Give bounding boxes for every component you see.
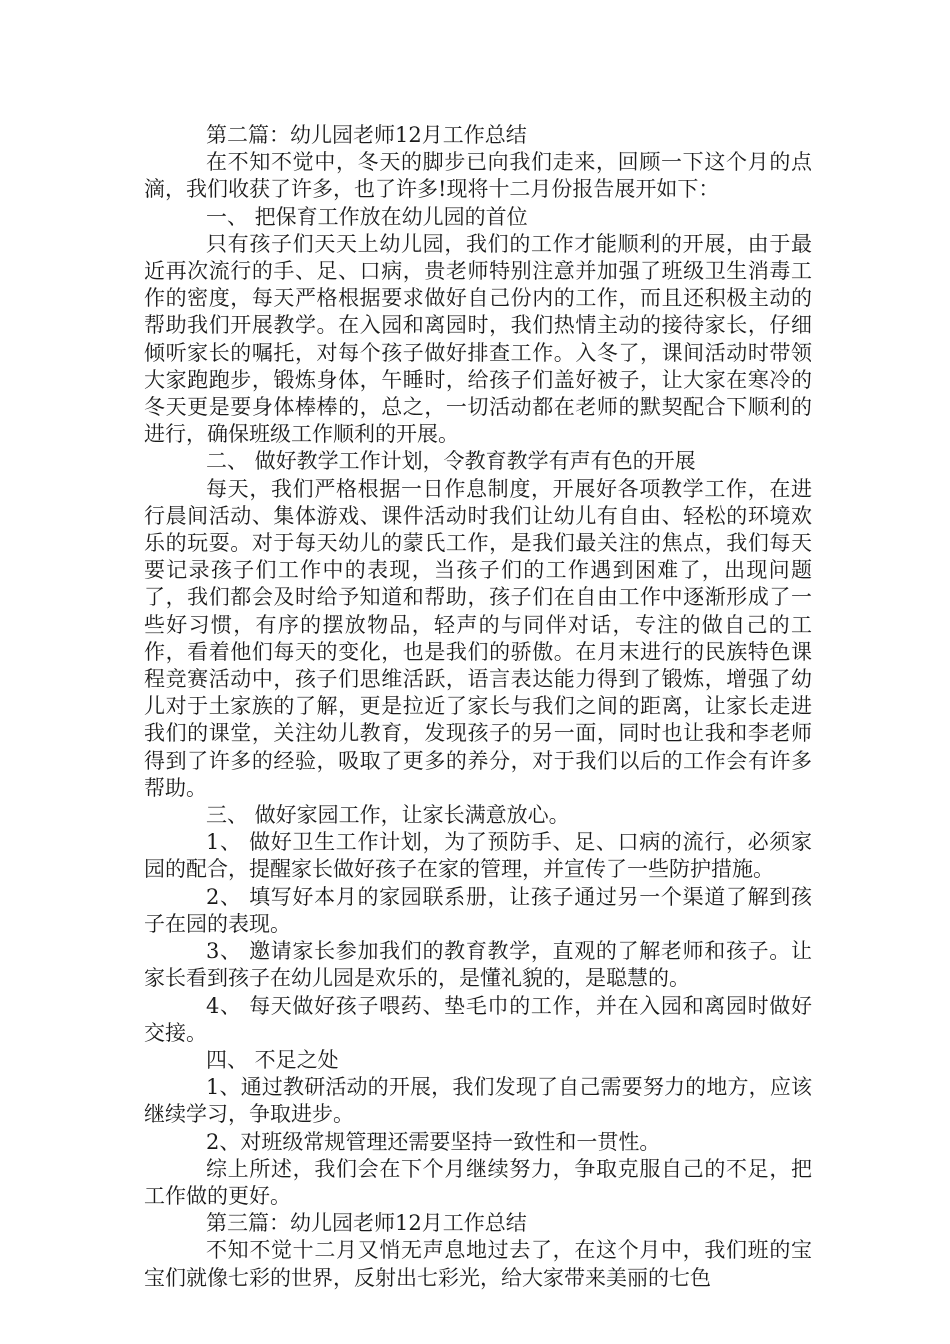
section-title-2: 第二篇：幼儿园老师12月工作总结 <box>206 123 527 147</box>
heading-1: 一、 把保育工作放在幼儿园的首位 <box>206 204 528 229</box>
list-item-3-2: 2、 填写好本月的家园联系册，让孩子通过另一个渠道了解到孩子在园的表现。 <box>144 884 812 936</box>
list-item-3-1: 1、 做好卫生工作计划，为了预防手、足、口病的流行，必须家园的配合，提醒家长做好孩子在家的管理，并宣传了一些防护措施。 <box>144 830 812 882</box>
paragraph-section-3-intro: 不知不觉十二月又悄无声息地过去了，在这个月中，我们班的宝宝们就像七彩的世界，反射出七彩光，给大家带来美丽的七色 <box>144 1238 812 1290</box>
list-item-4-2: 2、对班级常规管理还需要坚持一致性和一贯性。 <box>206 1129 661 1154</box>
list-item-3-3: 3、 邀请家长参加我们的教育教学，直观的了解老师和孩子。让家长看到孩子在幼儿园是欢乐的，是懂礼貌的，是聪慧的。 <box>144 939 812 991</box>
list-item-3-4: 4、 每天做好孩子喂药、垫毛巾的工作，并在入园和离园时做好交接。 <box>144 993 812 1045</box>
paragraph-teaching: 每天，我们严格根据一日作息制度，开展好各项教学工作，在进行晨间活动、集体游戏、课件活动时我们让幼儿有自由、轻松的环境欢乐的玩耍。对于每天幼儿的蒙氏工作，是我们最关注的焦点，我们每天要记录孩子们工作中的表现，当孩子们的工作遇到困难了，出现问题了，我们都会及时给予知道和帮助，孩子们在自由工作中逐渐形成了一些好习惯，有序的摆放物品，轻声的与同伴对话，专注的做自己的工作，看着他们每天的变化，也是我们的骄傲。在月末进行的民族特色课程竞赛活动中，孩子们思维活跃，语言表达能力得到了锻炼，增强了幼儿对于土家族的了解，更是拉近了家长与我们之间的距离，让家长走进我们的课堂，关注幼儿教育，发现孩子的另一面，同时也让我和李老师得到了许多的经验，吸取了更多的养分，对于我们以后的工作会有许多帮助。 <box>144 476 812 800</box>
document-body <box>144 122 812 1292</box>
heading-3: 三、 做好家园工作，让家长满意放心。 <box>206 803 570 828</box>
section-title-3: 第三篇：幼儿园老师12月工作总结 <box>206 1211 527 1236</box>
paragraph-care: 只有孩子们天天上幼儿园，我们的工作才能顺利的开展，由于最近再次流行的手、足、口病，贵老师特别注意并加强了班级卫生消毒工作的密度，每天严格根据要求做好自己份内的工作，而且还积极主动的帮助我们开展教学。在入园和离园时，我们热情主动的接待家长，仔细倾听家长的嘱托，对每个孩子做好排查工作。入冬了，课间活动时带领大家跑跑步，锻炼身体，午睡时，给孩子们盖好被子，让大家在寒冷的冬天更是要身体棒棒的，总之，一切活动都在老师的默契配合下顺利的进行，确保班级工作顺利的开展。 <box>144 231 812 447</box>
heading-4: 四、 不足之处 <box>206 1047 339 1072</box>
intro-paragraph: 在不知不觉中，冬天的脚步已向我们走来，回顾一下这个月的点滴，我们收获了许多，也了许多!现将十二月份报告展开如下： <box>144 150 812 202</box>
heading-2: 二、 做好教学工作计划，令教育教学有声有色的开展 <box>206 449 696 474</box>
list-item-4-1: 1、通过教研活动的开展，我们发现了自己需要努力的地方，应该继续学习，争取进步。 <box>144 1075 812 1127</box>
summary-paragraph: 综上所述，我们会在下个月继续努力，争取克服自己的不足，把工作做的更好。 <box>144 1156 812 1208</box>
